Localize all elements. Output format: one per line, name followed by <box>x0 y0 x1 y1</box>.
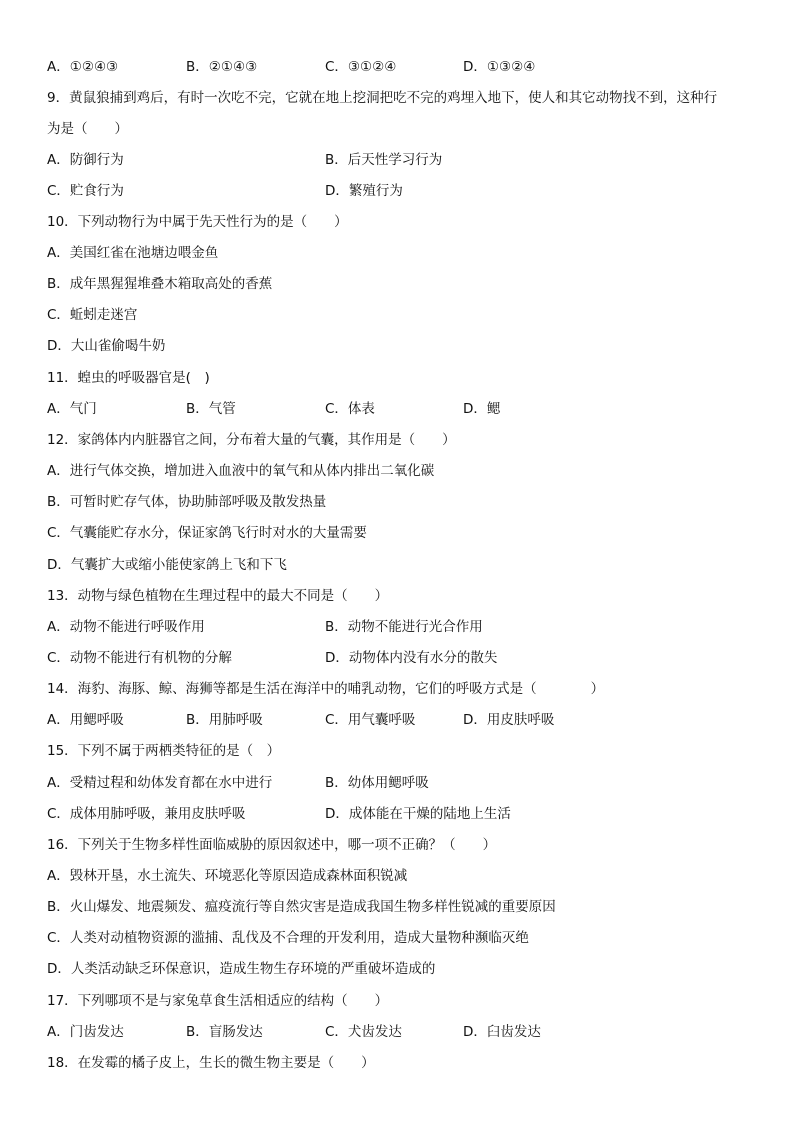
q11-stem: 11．蝗虫的呼吸器官是( ) <box>47 370 210 386</box>
q14-option-d: D．用皮肤呼吸 <box>463 712 555 728</box>
q16-option-a: A．毁林开垦，水土流失、环境恶化等原因造成森林面积锐减 <box>47 868 408 884</box>
q13-stem: 13．动物与绿色植物在生理过程中的最大不同是（ ） <box>47 588 389 604</box>
q10-option-c: C．蚯蚓走迷宫 <box>47 307 138 323</box>
q16-option-d: D．人类活动缺乏环保意识，造成生物生存环境的严重破坏造成的 <box>47 961 436 977</box>
q17-option-b: B．盲肠发达 <box>186 1024 263 1040</box>
q17-option-d: D．臼齿发达 <box>463 1024 541 1040</box>
q11-option-d: D．鳃 <box>463 401 501 417</box>
q14-option-a: A．用鳃呼吸 <box>47 712 124 728</box>
q8-option-b: B．②①④③ <box>186 59 258 75</box>
q11-option-b: B．气管 <box>186 401 236 417</box>
q13-option-a: A．动物不能进行呼吸作用 <box>47 619 205 635</box>
q9-option-d: D．繁殖行为 <box>325 183 403 199</box>
q9-stem-line2: 为是（ ） <box>47 121 128 137</box>
q12-option-d: D．气囊扩大或缩小能使家鸽上飞和下飞 <box>47 557 287 573</box>
q12-stem: 12．家鸽体内内脏器官之间，分布着大量的气囊，其作用是（ ） <box>47 432 456 448</box>
q18-stem: 18．在发霉的橘子皮上，生长的微生物主要是（ ） <box>47 1055 375 1071</box>
q9-option-c: C．贮食行为 <box>47 183 124 199</box>
q16-stem: 16．下列关于生物多样性面临威胁的原因叙述中，哪一项不正确？（ ） <box>47 837 497 853</box>
q9-option-b: B．后天性学习行为 <box>325 152 443 168</box>
q14-option-b: B．用肺呼吸 <box>186 712 263 728</box>
q13-option-b: B．动物不能进行光合作用 <box>325 619 483 635</box>
q12-option-c: C．气囊能贮存水分，保证家鸽飞行时对水的大量需要 <box>47 525 367 541</box>
q17-option-c: C．犬齿发达 <box>325 1024 402 1040</box>
q10-stem: 10．下列动物行为中属于先天性行为的是（ ） <box>47 214 348 230</box>
q16-option-c: C．人类对动植物资源的滥捕、乱伐及不合理的开发利用，造成大量物种濒临灭绝 <box>47 930 529 946</box>
q15-option-c: C．成体用肺呼吸，兼用皮肤呼吸 <box>47 806 246 822</box>
q15-option-b: B．幼体用鳃呼吸 <box>325 775 429 791</box>
q8-option-d: D．①③②④ <box>463 59 536 75</box>
q10-option-b: B．成年黑猩猩堆叠木箱取高处的香蕉 <box>47 276 273 292</box>
q12-option-b: B．可暂时贮存气体，协助肺部呼吸及散发热量 <box>47 494 327 510</box>
q8-option-a: A．①②④③ <box>47 59 119 75</box>
q11-option-a: A．气门 <box>47 401 97 417</box>
q14-stem: 14．海豹、海豚、鲸、海狮等都是生活在海洋中的哺乳动物，它们的呼吸方式是（ ） <box>47 681 605 697</box>
q10-option-d: D．大山雀偷喝牛奶 <box>47 338 166 354</box>
q12-option-a: A．进行气体交换，增加进入血液中的氧气和从体内排出二氧化碳 <box>47 463 435 479</box>
q8-option-c: C．③①②④ <box>325 59 397 75</box>
q11-option-c: C．体表 <box>325 401 375 417</box>
q13-option-c: C．动物不能进行有机物的分解 <box>47 650 232 666</box>
q10-option-a: A．美国红雀在池塘边喂金鱼 <box>47 245 219 261</box>
q14-option-c: C．用气囊呼吸 <box>325 712 416 728</box>
q16-option-b: B．火山爆发、地震频发、瘟疫流行等自然灾害是造成我国生物多样性锐减的重要原因 <box>47 899 556 915</box>
q17-option-a: A．门齿发达 <box>47 1024 124 1040</box>
q9-option-a: A．防御行为 <box>47 152 124 168</box>
q13-option-d: D．动物体内没有水分的散失 <box>325 650 498 666</box>
q15-option-d: D．成体能在干燥的陆地上生活 <box>325 806 511 822</box>
q15-stem: 15．下列不属于两栖类特征的是（ ） <box>47 743 281 759</box>
q17-stem: 17．下列哪项不是与家兔草食生活相适应的结构（ ） <box>47 993 389 1009</box>
q9-stem-line1: 9．黄鼠狼捕到鸡后，有时一次吃不完，它就在地上挖洞把吃不完的鸡埋入地下，使人和其它动物找不到，这种行 <box>47 90 718 106</box>
q15-option-a: A．受精过程和幼体发育都在水中进行 <box>47 775 273 791</box>
